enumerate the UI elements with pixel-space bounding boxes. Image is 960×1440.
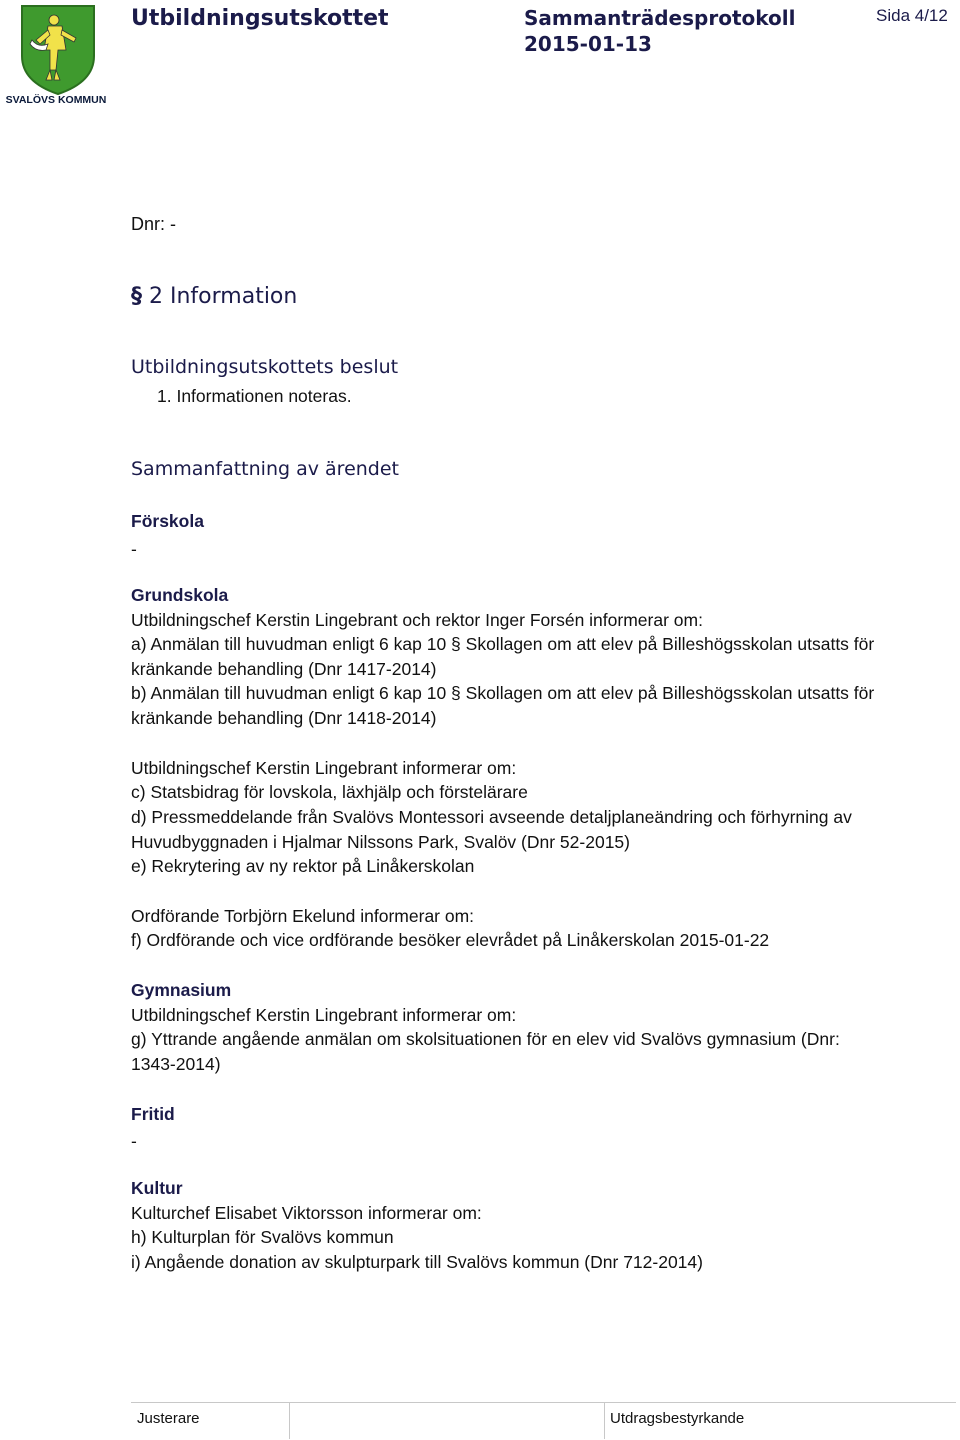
grundskola-line: Utbildningschef Kerstin Lingebrant informerar om: (131, 758, 517, 778)
gymnasium-line: Utbildningschef Kerstin Lingebrant informerar om: (131, 1005, 517, 1025)
section-heading (131, 285, 297, 309)
gymnasium-line: g) Yttrande angående anmälan om skolsituationen för en elev vid Svalövs gymnasium (Dnr: (131, 1029, 840, 1049)
section-symbol: § (131, 284, 142, 309)
page-number: Sida 4/12 (876, 6, 948, 25)
justerare-cell (131, 1403, 289, 1439)
grundskola-line: b) Anmälan till huvudman enligt 6 kap 10 § Skollagen om att elev på Billeshögsskolan utsatts för (131, 683, 875, 703)
grundskola-line: Utbildningschef Kerstin Lingebrant och rektor Inger Forsén informerar om: (131, 610, 703, 630)
signature-footer (131, 1402, 956, 1440)
category-gymnasium: Gymnasium (131, 980, 232, 1000)
category-forskola: Förskola (131, 511, 204, 531)
forskola-text: - (131, 539, 137, 559)
document-type: Sammanträdesprotokoll (524, 6, 796, 30)
grundskola-line: c) Statsbidrag för lovskola, läxhjälp och förstelärare (131, 782, 528, 802)
grundskola-line: a) Anmälan till huvudman enligt 6 kap 10 § Skollagen om att elev på Billeshögsskolan utsatts för (131, 634, 875, 654)
signature-box (289, 1403, 605, 1439)
section-title: 2 Information (149, 284, 298, 309)
gymnasium-line: 1343-2014) (131, 1054, 221, 1074)
decision-item: 1. Informationen noteras. (157, 386, 352, 406)
grundskola-line: f) Ordförande och vice ordförande besöker elevrådet på Linåkerskolan 2015-01-22 (131, 930, 770, 950)
grundskola-line: kränkande behandling (Dnr 1418-2014) (131, 708, 437, 728)
utdragsbestyrkande-label: Utdragsbestyrkande (610, 1410, 745, 1427)
kultur-line: h) Kulturplan för Svalövs kommun (131, 1227, 394, 1247)
meeting-date: 2015-01-13 (524, 32, 652, 56)
justerare-label: Justerare (137, 1410, 200, 1427)
dnr-label: Dnr: - (131, 214, 176, 234)
municipality-coat-of-arms (4, 4, 114, 108)
category-kultur: Kultur (131, 1178, 183, 1198)
category-fritid: Fritid (131, 1104, 175, 1124)
decision-heading: Utbildningsutskottets beslut (131, 356, 399, 378)
logo-caption: SVALÖVS KOMMUN (5, 94, 107, 106)
fritid-text: - (131, 1131, 137, 1151)
grundskola-line: Huvudbyggnaden i Hjalmar Nilssons Park, Svalöv (Dnr 52-2015) (131, 832, 630, 852)
utdragsbestyrkande-cell (604, 1403, 957, 1439)
kultur-line: Kulturchef Elisabet Viktorsson informerar om: (131, 1203, 482, 1223)
grundskola-line: Ordförande Torbjörn Ekelund informerar om: (131, 906, 475, 926)
grundskola-line: d) Pressmeddelande från Svalövs Montessori avseende detaljplaneändring och förhyrning av (131, 807, 852, 827)
summary-heading: Sammanfattning av ärendet (131, 458, 399, 480)
kultur-line: i) Angående donation av skulpturpark till Svalövs kommun (Dnr 712-2014) (131, 1252, 703, 1272)
grundskola-line: e) Rekrytering av ny rektor på Linåkerskolan (131, 856, 475, 876)
committee-name: Utbildningsutskottet (131, 6, 389, 31)
category-grundskola: Grundskola (131, 585, 229, 605)
grundskola-line: kränkande behandling (Dnr 1417-2014) (131, 659, 437, 679)
